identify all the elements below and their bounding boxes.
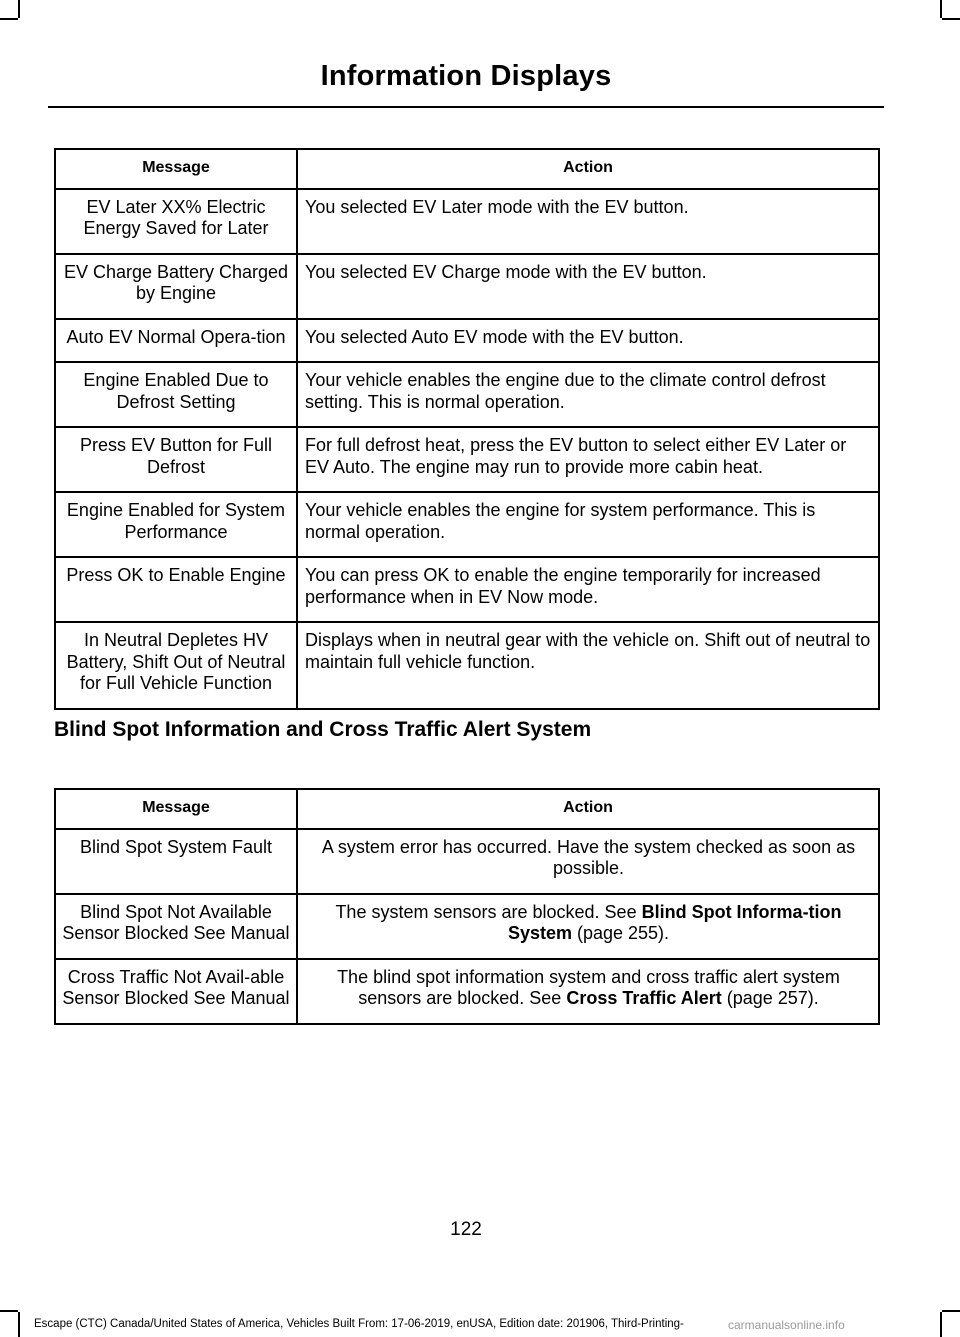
column-header-message: Message (55, 789, 297, 829)
table-row (55, 829, 879, 894)
message-cell: EV Charge Battery Charged by Engine (55, 254, 297, 319)
crop-mark-top-left (0, 18, 18, 20)
table-header-row (55, 149, 879, 189)
crop-mark-bottom-right (942, 1310, 960, 1312)
page-reference-link[interactable]: Cross Traffic Alert (566, 988, 722, 1008)
table-row (55, 622, 879, 709)
action-cell (297, 959, 879, 1024)
action-text: (page 257). (721, 988, 819, 1008)
column-header-action: Action (297, 149, 879, 189)
page-title: Information Displays (320, 60, 612, 92)
message-cell: Press OK to Enable Engine (55, 557, 297, 622)
table-row (55, 557, 879, 622)
column-header-message: Message (55, 149, 297, 189)
action-text: (page 255). (571, 923, 670, 943)
table-row (55, 959, 879, 1024)
message-cell: Auto EV Normal Opera-tion (55, 319, 297, 363)
table-row (55, 362, 879, 427)
action-cell: Your vehicle enables the engine for system performance. This is normal operation. (297, 492, 879, 557)
table-row (55, 254, 879, 319)
action-cell: A system error has occurred. Have the system checked as soon as possible. (297, 829, 879, 894)
message-cell: Engine Enabled Due to Defrost Setting (55, 362, 297, 427)
table-row (55, 189, 879, 254)
crop-mark-bottom-right (940, 1312, 942, 1337)
footer-text: Escape (CTC) Canada/United States of America, Vehicles Built From: 17-06-2019, enUSA, Edition date: 201906, Third-Printing- (34, 1318, 684, 1330)
message-cell: Blind Spot Not Available Sensor Blocked See Manual (55, 894, 297, 959)
action-cell (297, 894, 879, 959)
action-text: The system sensors are blocked. See (335, 901, 642, 922)
action-cell: You can press OK to enable the engine temporarily for increased performance when in EV Now mode. (297, 557, 879, 622)
page-reference-link[interactable]: Blind Spot Informa-tion System (507, 901, 842, 943)
table-header-row (55, 789, 879, 829)
crop-mark-top-right (942, 18, 960, 20)
message-cell: EV Later XX% Electric Energy Saved for Later (55, 189, 297, 254)
page-number: 122 (450, 1219, 482, 1240)
action-text: The blind spot information system and cross traffic alert system sensors are blocked. See (337, 966, 840, 1008)
action-cell: Displays when in neutral gear with the vehicle on. Shift out of neutral to maintain full vehicle function. (297, 622, 879, 709)
action-cell: Your vehicle enables the engine due to the climate control defrost setting. This is normal operation. (297, 362, 879, 427)
crop-mark-top-right (940, 0, 942, 18)
column-header-action: Action (297, 789, 879, 829)
crop-mark-bottom-left (18, 1312, 20, 1337)
watermark: carmanualsonline.info (728, 1318, 845, 1332)
message-cell: Engine Enabled for System Performance (55, 492, 297, 557)
action-cell: You selected EV Charge mode with the EV button. (297, 254, 879, 319)
message-cell: Blind Spot System Fault (55, 829, 297, 894)
table-row (55, 427, 879, 492)
action-cell: You selected Auto EV mode with the EV button. (297, 319, 879, 363)
message-cell: In Neutral Depletes HV Battery, Shift Out of Neutral for Full Vehicle Function (55, 622, 297, 709)
crop-mark-bottom-left (0, 1310, 18, 1312)
messages-table-ev (54, 148, 880, 710)
message-cell: Press EV Button for Full Defrost (55, 427, 297, 492)
messages-table-blind-spot (54, 788, 880, 1025)
section-heading-blind-spot: Blind Spot Information and Cross Traffic Alert System (54, 718, 592, 741)
message-cell: Cross Traffic Not Avail-able Sensor Blocked See Manual (55, 959, 297, 1024)
table-row (55, 894, 879, 959)
action-cell: For full defrost heat, press the EV button to select either EV Later or EV Auto. The engine may run to provide more cabin heat. (297, 427, 879, 492)
crop-mark-top-left (18, 0, 20, 18)
action-cell: You selected EV Later mode with the EV button. (297, 189, 879, 254)
header-divider (48, 106, 884, 108)
table-row (55, 319, 879, 363)
table-row (55, 492, 879, 557)
